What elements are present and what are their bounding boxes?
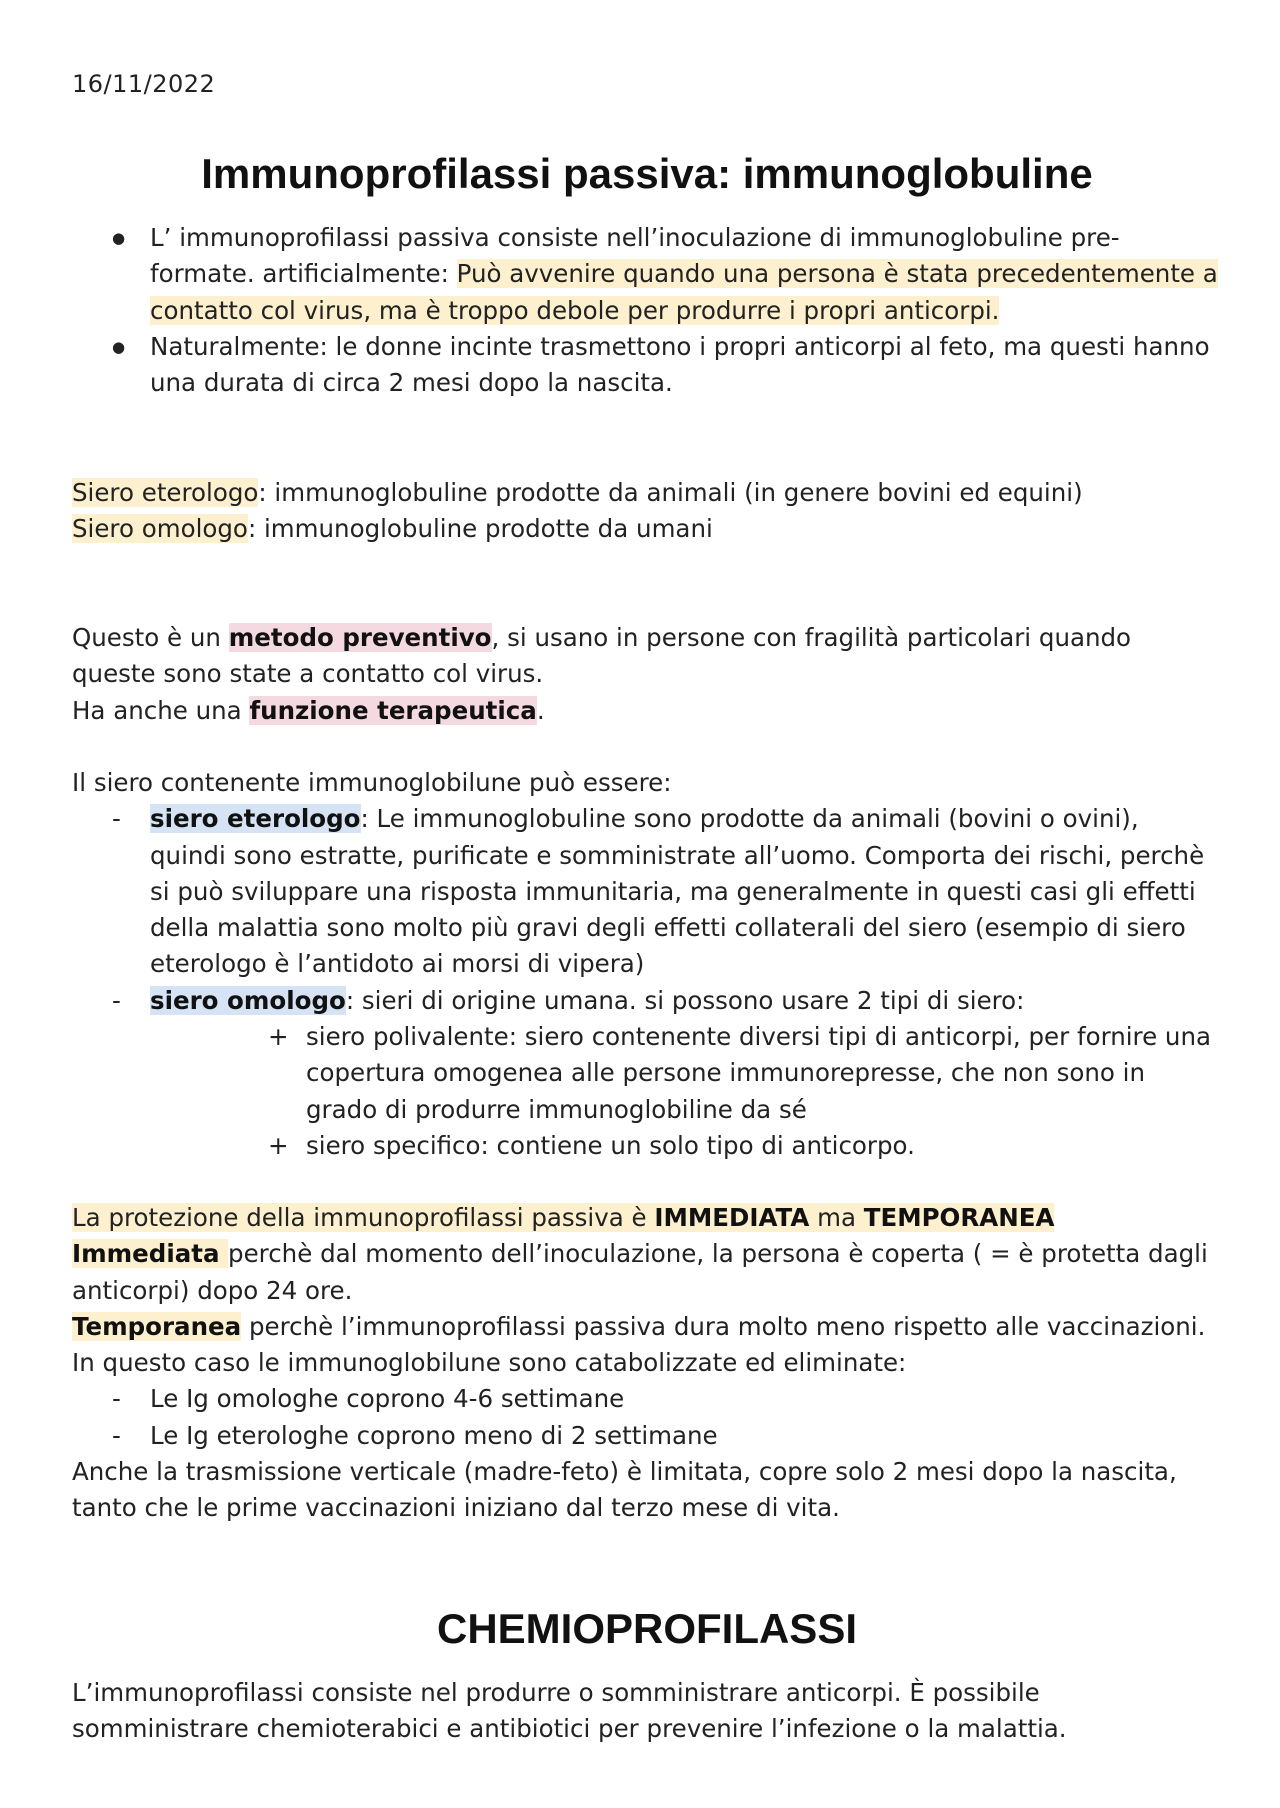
siero-omologo-text: : sieri di origine umana. si possono usare 2 tipi di siero: — [345, 985, 1025, 1015]
dash-marker: - — [112, 985, 121, 1015]
ig-eterologhe-text: Le Ig eterologhe coprono meno di 2 settimane — [150, 1420, 718, 1450]
temporanea-term: Temporanea — [72, 1311, 242, 1341]
dash-marker: - — [112, 804, 121, 834]
plus-marker: + — [268, 1022, 289, 1052]
temporanea-caps: TEMPORANEA — [863, 1203, 1055, 1232]
siero-types-section — [72, 765, 1222, 1164]
term-siero-eterologo: Siero eterologo — [72, 478, 259, 507]
dash-marker: - — [112, 1420, 121, 1450]
def-siero-omologo-text: : immunoglobuline prodotte da umani — [247, 514, 713, 544]
temporanea-paragraph — [72, 1309, 1222, 1382]
protezione-section — [72, 1200, 1222, 1527]
siero-omologo-item — [72, 983, 1222, 1019]
metodo-text-pre: Questo è un — [72, 623, 229, 652]
intro-bullets — [72, 220, 1222, 401]
document-date: 16/11/2022 — [72, 70, 216, 98]
siero-specifico-text: siero specifico: contiene un solo tipo di anticorpo. — [306, 1130, 915, 1160]
siero-intro: Il siero contenente immunoglobilune può essere: — [72, 768, 672, 797]
ig-eterologhe-item — [72, 1418, 1222, 1454]
bullet-artificial-text: L’ immunoprofilassi passiva consiste nell’inoculazione di immunoglobuline pre-formate. artificialmente: — [150, 223, 1120, 289]
dash-marker: - — [112, 1384, 121, 1414]
siero-eterologo-text: : Le immunoglobuline sono prodotte da animali (bovini o ovini), quindi sono estratte, purificate e somministrate all’uomo. Comporta dei rischi, perchè si può sviluppare una risposta immunitaria, ma generalmente in questi casi gli effetti della malattia sono molto più gravi degli effetti collaterali del siero (esempio di siero eterologo è l’antidoto ai morsi di vipera) — [150, 804, 1205, 979]
protezione-text-c: ma — [809, 1203, 864, 1232]
metodo-text-post: , si usano in persone con fragilità particolari quando queste sono state a contatto col virus. — [72, 623, 1132, 689]
term-siero-omologo: Siero omologo — [72, 514, 248, 544]
plus-marker: + — [268, 1130, 289, 1160]
siero-polivalente-text: siero polivalente: siero contenente diversi tipi di anticorpi, per fornire una copertura omogenea alle persone immunorepresse, che non sono in grado di produrre immunoglobiline da sé — [306, 1022, 1212, 1124]
siero-eterologo-highlight: siero eterologo — [150, 804, 361, 834]
metodo-paragraph — [72, 620, 1222, 693]
trasmissione-verticale-paragraph: Anche la trasmissione verticale (madre-feto) è limitata, copre solo 2 mesi dopo la nascita, tanto che le prime vaccinazioni iniziano dal terzo mese di vita. — [72, 1457, 1177, 1523]
ig-omologhe-text: Le Ig omologhe coprono 4-6 settimane — [150, 1384, 625, 1414]
protezione-heading-line — [72, 1200, 1222, 1236]
immediata-term: Immediata — [72, 1239, 229, 1269]
sieri-definitions — [72, 475, 1222, 548]
siero-polivalente-item — [72, 1019, 1222, 1128]
protezione-highlight — [72, 1203, 1054, 1232]
chemioprofilassi-title: CHEMIOPROFILASSI — [436, 1605, 858, 1652]
siero-eterologo-item — [72, 801, 1222, 982]
def-siero-eterologo — [72, 475, 1222, 511]
funzione-terapeutica-highlight: funzione terapeutica — [249, 695, 537, 725]
bullet-artificial-highlight: Può avvenire quando una persona è stata precedentemente a contatto col virus, ma è troppo debole per produrre i propri anticorpi. — [150, 259, 1218, 325]
bullet-natural: ● Naturalmente: le donne incinte trasmettono i propri anticorpi al feto, ma questi hanno una durata di circa 2 mesi dopo la nascita. — [72, 329, 1222, 402]
temporanea-text: perchè l’immunoprofilassi passiva dura molto meno rispetto alle vaccinazioni. In questo caso le immunoglobilune sono catabolizzate ed eliminate: — [72, 1311, 1206, 1378]
immediata-caps: IMMEDIATA — [654, 1203, 810, 1232]
siero-specifico-item — [72, 1128, 1222, 1164]
bullet-artificial — [72, 220, 1222, 329]
metodo-section — [72, 620, 1222, 729]
ig-omologhe-item — [72, 1381, 1222, 1417]
protezione-text-a: La protezione della immunoprofilassi passiva è — [72, 1203, 655, 1232]
def-siero-omologo — [72, 511, 1222, 547]
funzione-text-pre: Ha anche una — [72, 695, 250, 725]
funzione-paragraph — [72, 693, 1222, 729]
immediata-paragraph — [72, 1236, 1222, 1309]
def-siero-eterologo-text: : immunoglobuline prodotte da animali (in genere bovini ed equini) — [258, 478, 1083, 507]
funzione-text-post: . — [536, 695, 545, 725]
siero-omologo-highlight: siero omologo — [150, 985, 346, 1015]
page-title: Immunoprofilassi passiva: immunoglobuline — [201, 150, 1093, 197]
metodo-preventivo-highlight: metodo preventivo — [228, 623, 492, 652]
chemioprofilassi-paragraph: L’immunoprofilassi consiste nel produrre o somministrare anticorpi. È possibile somministrare chemioterabici e antibiotici per prevenire l’infezione o la malattia. — [72, 1678, 1067, 1744]
immediata-text: perchè dal momento dell’inoculazione, la persona è coperta ( = è protetta dagli anticorpi) dopo 24 ore. — [72, 1239, 1208, 1305]
